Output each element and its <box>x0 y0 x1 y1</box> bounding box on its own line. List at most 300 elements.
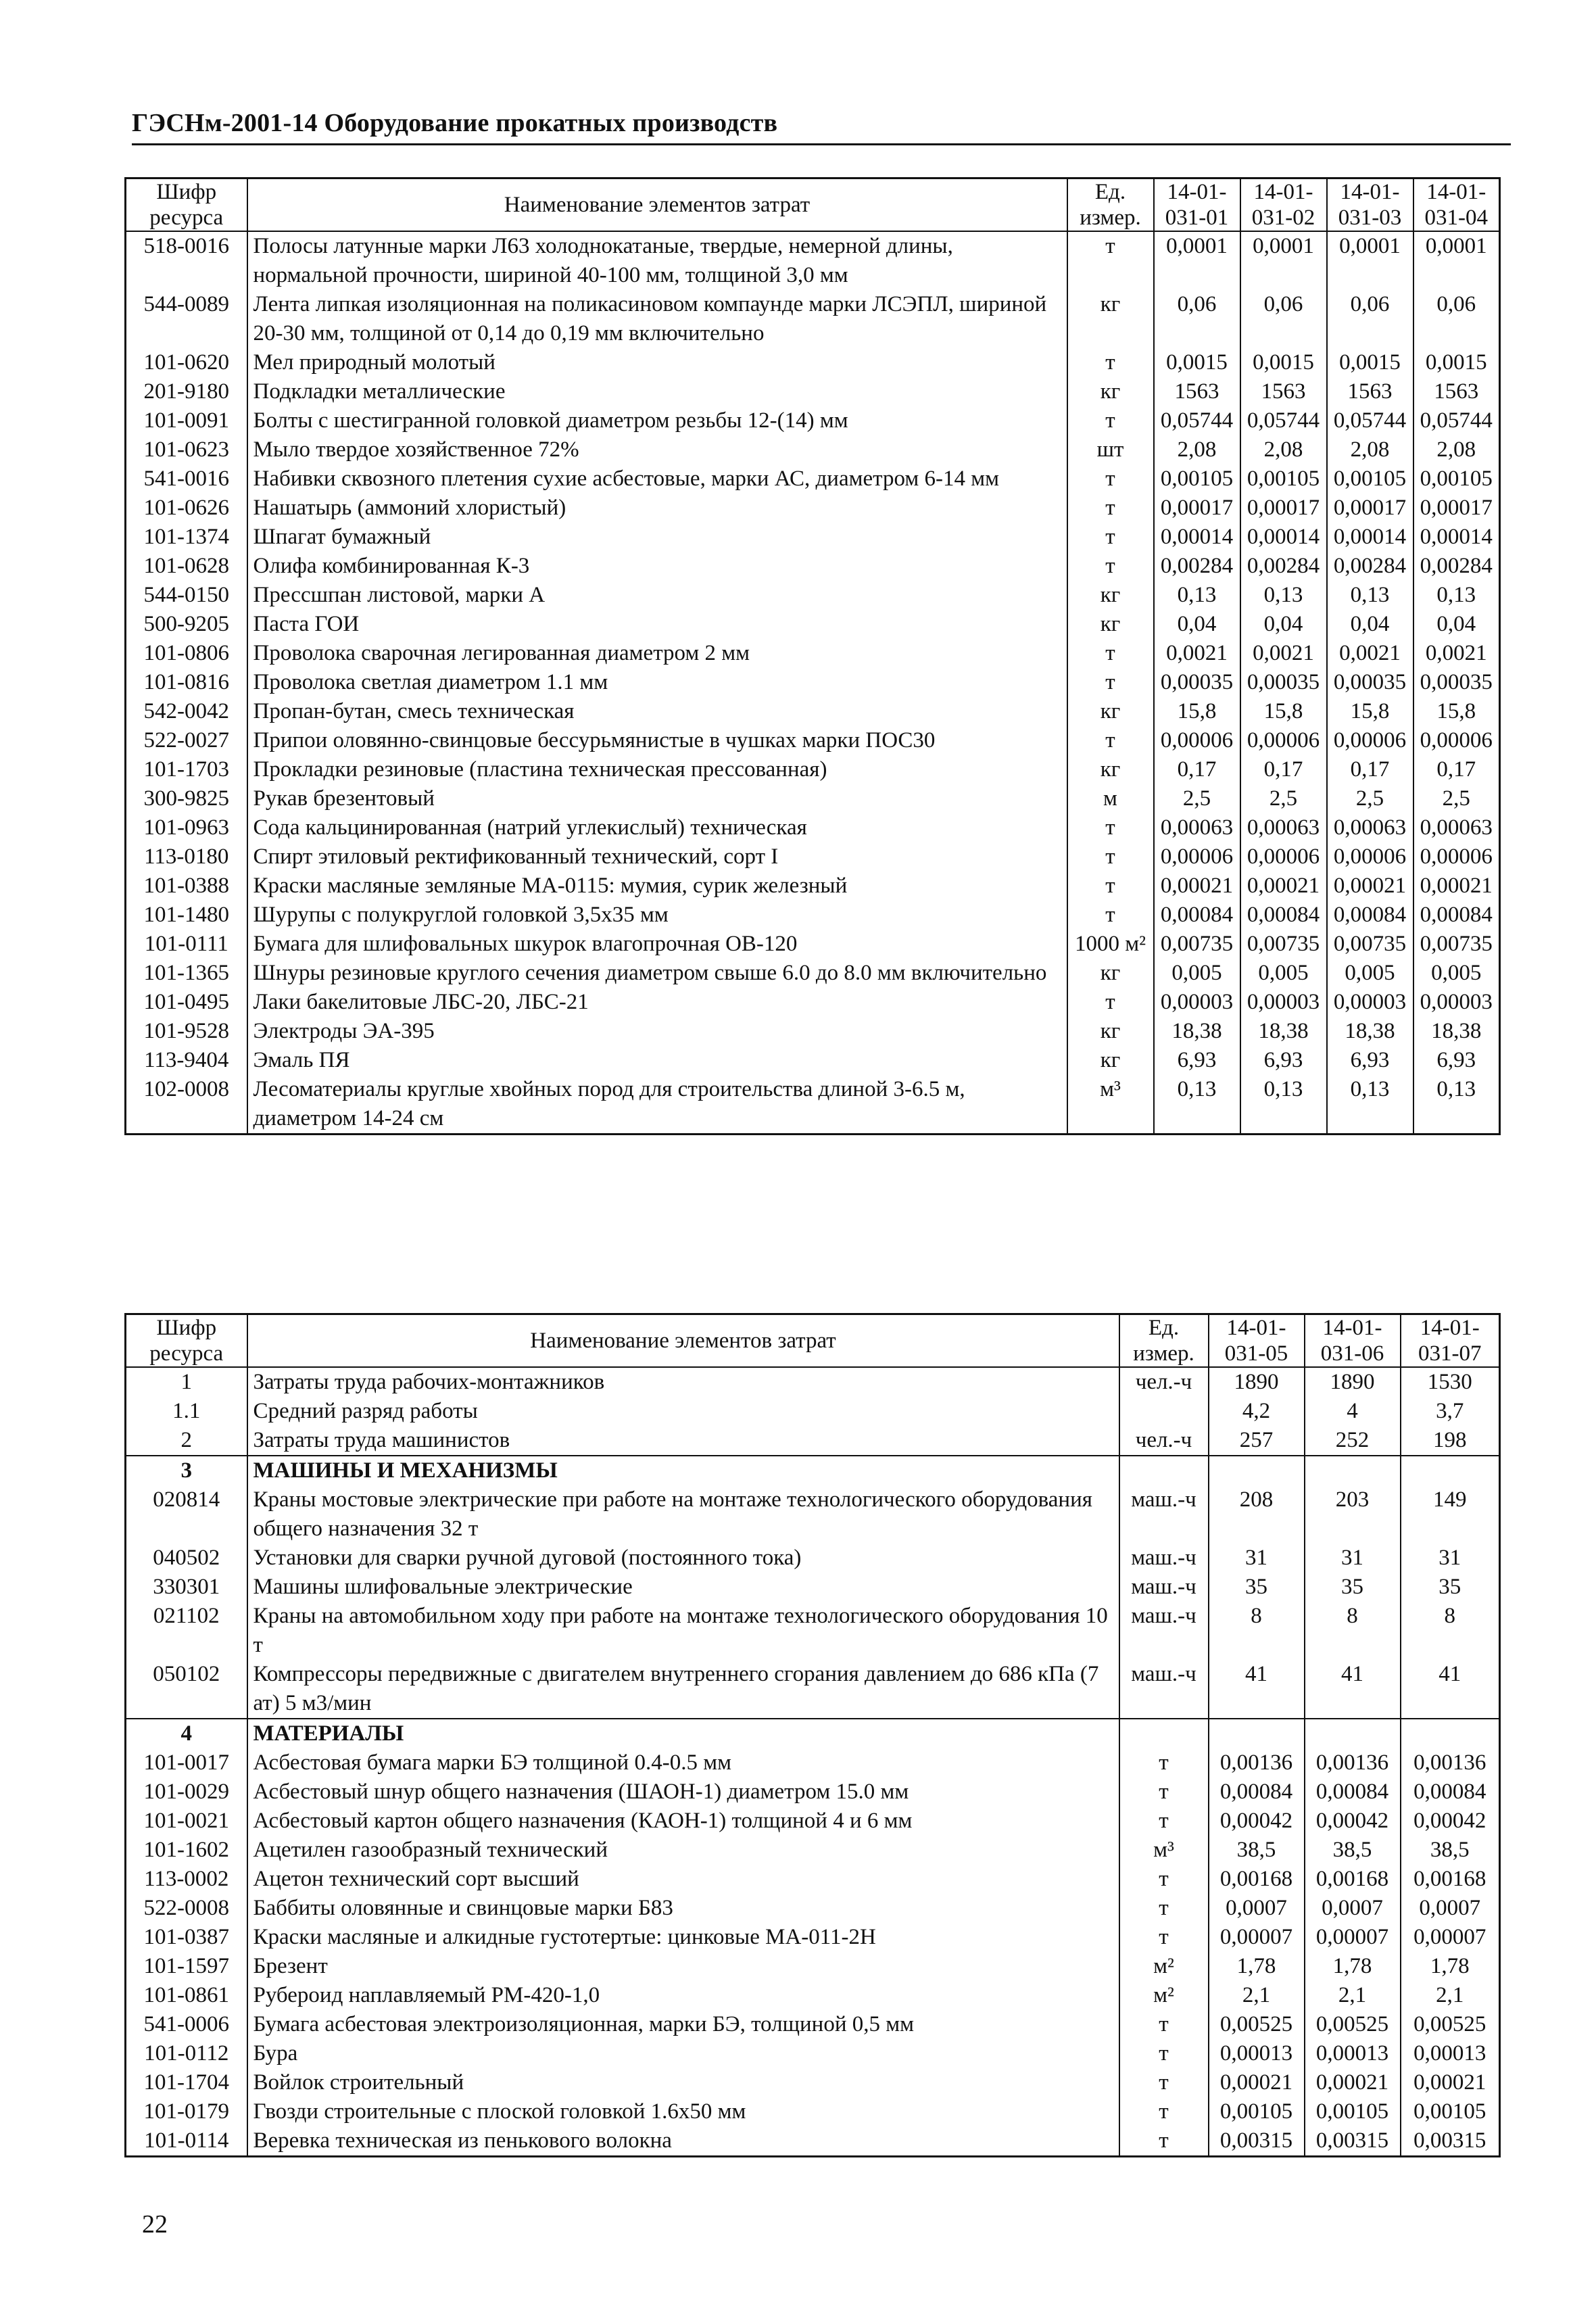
cell-value: 0,00003 <box>1154 988 1240 1017</box>
header-rule <box>132 143 1511 145</box>
cell-unit: т <box>1067 901 1154 930</box>
cell-value: 0,00284 <box>1240 552 1327 581</box>
cell-value: 1563 <box>1154 377 1240 406</box>
cell-code: 101-0861 <box>126 1981 247 2010</box>
table-row <box>126 231 1500 290</box>
header-name: Наименование элементов затрат <box>247 1314 1119 1368</box>
cell-value: 41 <box>1401 1660 1500 1719</box>
cell-unit: т <box>1119 2126 1209 2157</box>
cell-value: 2,5 <box>1154 784 1240 813</box>
cell-name: Машины шлифовальные электрические <box>247 1573 1119 1602</box>
cell-value: 0,00735 <box>1327 930 1413 959</box>
cell-code: 518-0016 <box>126 231 247 290</box>
cell-value: 0,00021 <box>1209 2068 1305 2097</box>
cell-value: 6,93 <box>1154 1046 1240 1075</box>
header-code: Шифр ресурса <box>126 178 247 232</box>
cell-code: 1 <box>126 1367 247 1397</box>
cell-name: Веревка техническая из пенькового волокна <box>247 2126 1119 2157</box>
cell-value: 0,00013 <box>1401 2039 1500 2068</box>
cell-value: 0,00006 <box>1154 842 1240 872</box>
cell-code: 4 <box>126 1719 247 1748</box>
cell-value: 6,93 <box>1413 1046 1500 1075</box>
cell-value: 0,00006 <box>1327 842 1413 872</box>
table-row <box>126 1981 1500 2010</box>
cell-value: 0,00063 <box>1327 813 1413 842</box>
cell-unit: т <box>1067 842 1154 872</box>
cell-value: 0,00006 <box>1240 842 1327 872</box>
cell-value: 0,0001 <box>1327 231 1413 290</box>
cell-value: 18,38 <box>1240 1017 1327 1046</box>
table-row <box>126 1836 1500 1865</box>
cell-value: 0,00042 <box>1305 1807 1401 1836</box>
header-col-031-03: 14-01- 031-03 <box>1327 178 1413 232</box>
header-col-031-01: 14-01- 031-01 <box>1154 178 1240 232</box>
cell-name: Асбестовый шнур общего назначения (ШАОН-1) диаметром 15.0 мм <box>247 1777 1119 1807</box>
cell-value: 0,00035 <box>1327 668 1413 697</box>
cell-value: 41 <box>1305 1660 1401 1719</box>
table-row <box>126 1777 1500 1807</box>
table-row <box>126 930 1500 959</box>
cell-name: Брезент <box>247 1952 1119 1981</box>
cell-value: 0,00003 <box>1327 988 1413 1017</box>
cell-code: 500-9205 <box>126 610 247 639</box>
cell-value: 0,00525 <box>1401 2010 1500 2039</box>
cell-value: 0,13 <box>1327 581 1413 610</box>
table-row <box>126 2097 1500 2126</box>
cell-value: 1563 <box>1240 377 1327 406</box>
cell-unit: т <box>1119 1807 1209 1836</box>
cell-code: 101-0388 <box>126 872 247 901</box>
cell-value: 0,00006 <box>1154 726 1240 755</box>
cell-code: 3 <box>126 1456 247 1485</box>
cell-value: 0,00735 <box>1154 930 1240 959</box>
cell-value: 0,0007 <box>1305 1894 1401 1923</box>
cell-unit: т <box>1067 464 1154 494</box>
cell-value: 0,05744 <box>1327 406 1413 435</box>
cell-unit: т <box>1119 1865 1209 1894</box>
cell-value: 6,93 <box>1240 1046 1327 1075</box>
cell-code: 101-9528 <box>126 1017 247 1046</box>
cell-value: 18,38 <box>1154 1017 1240 1046</box>
cell-code: 101-0112 <box>126 2039 247 2068</box>
header-unit: Ед. измер. <box>1119 1314 1209 1368</box>
cell-name: Лента липкая изоляционная на поликасиновом компаунде марки ЛСЭПЛ, шириной 20-30 мм, толщиной от 0,14 до 0,19 мм включительно <box>247 290 1067 348</box>
cell-name: Краски масляные земляные МА-0115: мумия, сурик железный <box>247 872 1067 901</box>
cell-name: Шнуры резиновые круглого сечения диаметром свыше 6.0 до 8.0 мм включительно <box>247 959 1067 988</box>
cell-name: Рукав брезентовый <box>247 784 1067 813</box>
cell-unit: т <box>1067 348 1154 377</box>
cell-value: 257 <box>1209 1426 1305 1456</box>
cell-unit: 1000 м² <box>1067 930 1154 959</box>
cell-value: 0,00105 <box>1154 464 1240 494</box>
table-row <box>126 842 1500 872</box>
cell-value: 2,08 <box>1327 435 1413 464</box>
cell-code: 101-0628 <box>126 552 247 581</box>
cell-name: Припои оловянно-свинцовые бессурьмянистые в чушках марки ПОС30 <box>247 726 1067 755</box>
cell-value: 0,00284 <box>1327 552 1413 581</box>
cell-value: 0,00315 <box>1401 2126 1500 2157</box>
cell-value <box>1401 1719 1500 1748</box>
cell-value <box>1209 1719 1305 1748</box>
cell-value: 0,13 <box>1413 581 1500 610</box>
cell-value: 0,0015 <box>1413 348 1500 377</box>
cell-unit: м² <box>1119 1981 1209 2010</box>
cell-value: 0,0007 <box>1209 1894 1305 1923</box>
cell-unit: м³ <box>1067 1075 1154 1135</box>
cell-code: 020814 <box>126 1485 247 1544</box>
cell-value: 0,00007 <box>1401 1923 1500 1952</box>
cell-value: 0,0021 <box>1154 639 1240 668</box>
cell-value: 1,78 <box>1305 1952 1401 1981</box>
cell-name: Подкладки металлические <box>247 377 1067 406</box>
cell-code: 101-0114 <box>126 2126 247 2157</box>
header-col-031-06: 14-01- 031-06 <box>1305 1314 1401 1368</box>
cell-value: 0,00084 <box>1209 1777 1305 1807</box>
cell-unit: кг <box>1067 755 1154 784</box>
cell-value: 8 <box>1209 1602 1305 1660</box>
cell-value: 0,00021 <box>1305 2068 1401 2097</box>
cell-value: 0,06 <box>1327 290 1413 348</box>
cell-value: 0,00042 <box>1401 1807 1500 1836</box>
cell-name: Прокладки резиновые (пластина техническая прессованная) <box>247 755 1067 784</box>
cell-name: Баббиты оловянные и свинцовые марки Б83 <box>247 1894 1119 1923</box>
cell-value: 0,00017 <box>1413 494 1500 523</box>
cell-value: 0,00136 <box>1401 1748 1500 1777</box>
cell-value: 0,06 <box>1413 290 1500 348</box>
cell-code: 101-1597 <box>126 1952 247 1981</box>
cell-unit: т <box>1119 2010 1209 2039</box>
cell-value: 0,17 <box>1413 755 1500 784</box>
cell-value: 35 <box>1209 1573 1305 1602</box>
cell-value: 35 <box>1305 1573 1401 1602</box>
cell-name: Ацетилен газообразный технический <box>247 1836 1119 1865</box>
cell-value: 252 <box>1305 1426 1401 1456</box>
cell-value: 0,00021 <box>1413 872 1500 901</box>
cell-value: 15,8 <box>1327 697 1413 726</box>
table-body-2 <box>126 1367 1500 2157</box>
cell-code: 101-0806 <box>126 639 247 668</box>
cell-unit: м <box>1067 784 1154 813</box>
cell-value: 0,00105 <box>1327 464 1413 494</box>
header-name: Наименование элементов затрат <box>247 178 1067 232</box>
table-row <box>126 1367 1500 1397</box>
cell-unit: чел.-ч <box>1119 1426 1209 1456</box>
page-header-title: ГЭСНм-2001-14 Оборудование прокатных производств <box>132 109 778 137</box>
cell-value: 0,13 <box>1413 1075 1500 1135</box>
cell-code: 1.1 <box>126 1397 247 1426</box>
cell-unit: м³ <box>1119 1836 1209 1865</box>
table-row <box>126 639 1500 668</box>
cell-code: 522-0027 <box>126 726 247 755</box>
cell-value: 1,78 <box>1401 1952 1500 1981</box>
cell-unit: маш.-ч <box>1119 1485 1209 1544</box>
cell-unit: т <box>1067 523 1154 552</box>
cell-code: 330301 <box>126 1573 247 1602</box>
cell-code: 101-0626 <box>126 494 247 523</box>
table-row <box>126 610 1500 639</box>
cell-unit: т <box>1119 1777 1209 1807</box>
header-unit: Ед. измер. <box>1067 178 1154 232</box>
cell-name: Болты с шестигранной головкой диаметром резьбы 12-(14) мм <box>247 406 1067 435</box>
cell-name: Рубероид наплавляемый РМ-420-1,0 <box>247 1981 1119 2010</box>
cell-code: 101-0816 <box>126 668 247 697</box>
cell-name: Войлок строительный <box>247 2068 1119 2097</box>
cell-code: 101-1602 <box>126 1836 247 1865</box>
cell-unit: т <box>1119 1923 1209 1952</box>
cell-unit <box>1119 1397 1209 1426</box>
cell-code: 201-9180 <box>126 377 247 406</box>
table-row <box>126 1046 1500 1075</box>
cell-code: 101-0021 <box>126 1807 247 1836</box>
table-row <box>126 290 1500 348</box>
cell-value: 0,13 <box>1154 1075 1240 1135</box>
cell-code: 101-1365 <box>126 959 247 988</box>
cell-name: Спирт этиловый ректификованный технический, сорт I <box>247 842 1067 872</box>
table-row <box>126 1602 1500 1660</box>
cell-name: Установки для сварки ручной дуговой (постоянного тока) <box>247 1544 1119 1573</box>
table-row <box>126 784 1500 813</box>
cell-unit: кг <box>1067 377 1154 406</box>
cell-value: 18,38 <box>1413 1017 1500 1046</box>
cell-code: 021102 <box>126 1602 247 1660</box>
table-row <box>126 813 1500 842</box>
cell-value: 1,78 <box>1209 1952 1305 1981</box>
cell-value: 31 <box>1401 1544 1500 1573</box>
cell-value: 0,00017 <box>1240 494 1327 523</box>
cell-unit: т <box>1119 1748 1209 1777</box>
table-row <box>126 1017 1500 1046</box>
cell-unit: т <box>1119 2097 1209 2126</box>
cell-code: 101-0387 <box>126 1923 247 1952</box>
table-row <box>126 348 1500 377</box>
section-row <box>126 1456 1500 1485</box>
cell-name: Электроды ЭА-395 <box>247 1017 1067 1046</box>
cell-value: 3,7 <box>1401 1397 1500 1426</box>
cell-unit: т <box>1119 1894 1209 1923</box>
cell-value: 2,08 <box>1240 435 1327 464</box>
cell-unit: маш.-ч <box>1119 1660 1209 1719</box>
cell-value: 0,00017 <box>1327 494 1413 523</box>
table-row <box>126 1807 1500 1836</box>
cell-code: 101-0017 <box>126 1748 247 1777</box>
cell-value: 0,00084 <box>1154 901 1240 930</box>
cell-value: 0,005 <box>1327 959 1413 988</box>
table-row <box>126 901 1500 930</box>
cell-unit: кг <box>1067 610 1154 639</box>
cell-value: 15,8 <box>1240 697 1327 726</box>
cell-value: 0,0015 <box>1327 348 1413 377</box>
cell-name: Сода кальцинированная (натрий углекислый) техническая <box>247 813 1067 842</box>
cell-unit: т <box>1067 813 1154 842</box>
cell-name: Лесоматериалы круглые хвойных пород для строительства длиной 3-6.5 м, диаметром 14-24 см <box>247 1075 1067 1135</box>
page-number: 22 <box>142 2210 168 2239</box>
cell-value: 1530 <box>1401 1367 1500 1397</box>
cell-name: Бумага асбестовая электроизоляционная, марки БЭ, толщиной 0,5 мм <box>247 2010 1119 2039</box>
cell-value: 0,00035 <box>1154 668 1240 697</box>
cell-value: 0,00084 <box>1305 1777 1401 1807</box>
cell-value: 0,00525 <box>1305 2010 1401 2039</box>
cell-value: 38,5 <box>1401 1836 1500 1865</box>
cell-value: 0,00063 <box>1240 813 1327 842</box>
cell-code: 542-0042 <box>126 697 247 726</box>
cell-code: 541-0016 <box>126 464 247 494</box>
table-row <box>126 2068 1500 2097</box>
cell-value: 0,17 <box>1327 755 1413 784</box>
cell-value: 0,00035 <box>1413 668 1500 697</box>
cell-value: 0,00315 <box>1305 2126 1401 2157</box>
cell-value: 2,08 <box>1413 435 1500 464</box>
table-row <box>126 581 1500 610</box>
cell-name: Полосы латунные марки Л63 холоднокатаные, твердые, немерной длины, нормальной прочности, шириной 40-100 мм, толщиной 3,0 мм <box>247 231 1067 290</box>
cell-value: 0,005 <box>1240 959 1327 988</box>
cell-unit: маш.-ч <box>1119 1602 1209 1660</box>
table-header-row <box>126 1314 1500 1368</box>
cell-value: 0,0015 <box>1240 348 1327 377</box>
cell-value <box>1305 1719 1401 1748</box>
cell-value: 15,8 <box>1413 697 1500 726</box>
cell-code: 113-0002 <box>126 1865 247 1894</box>
cell-value: 31 <box>1305 1544 1401 1573</box>
cell-unit <box>1119 1719 1209 1748</box>
cell-value: 6,93 <box>1327 1046 1413 1075</box>
cell-value: 0,04 <box>1413 610 1500 639</box>
table-row <box>126 1748 1500 1777</box>
cell-unit: т <box>1067 988 1154 1017</box>
cell-value: 0,00315 <box>1209 2126 1305 2157</box>
cell-unit: т <box>1119 2039 1209 2068</box>
cell-value: 1563 <box>1413 377 1500 406</box>
table-row <box>126 697 1500 726</box>
cell-value: 0,00006 <box>1413 726 1500 755</box>
cell-unit: т <box>1067 726 1154 755</box>
cell-value: 0,0001 <box>1240 231 1327 290</box>
cell-value: 8 <box>1401 1602 1500 1660</box>
table-row <box>126 1660 1500 1719</box>
cell-value: 0,04 <box>1154 610 1240 639</box>
cell-unit: т <box>1067 639 1154 668</box>
cell-code: 544-0089 <box>126 290 247 348</box>
cell-name: Олифа комбинированная К-3 <box>247 552 1067 581</box>
table-row <box>126 1865 1500 1894</box>
cell-value: 0,04 <box>1240 610 1327 639</box>
cell-name: Компрессоры передвижные с двигателем внутреннего сгорания давлением до 686 кПа (7 ат) 5 м3/мин <box>247 1660 1119 1719</box>
cell-name: МАТЕРИАЛЫ <box>247 1719 1119 1748</box>
cell-name: Шпагат бумажный <box>247 523 1067 552</box>
cell-unit: м² <box>1119 1952 1209 1981</box>
cell-name: Набивки сквозного плетения сухие асбестовые, марки АС, диаметром 6-14 мм <box>247 464 1067 494</box>
cell-value: 0,13 <box>1327 1075 1413 1135</box>
cell-value: 0,00014 <box>1154 523 1240 552</box>
cell-value: 0,04 <box>1327 610 1413 639</box>
cell-name: Асбестовый картон общего назначения (КАОН-1) толщиной 4 и 6 мм <box>247 1807 1119 1836</box>
cell-name: Бумага для шлифовальных шкурок влагопрочная ОВ-120 <box>247 930 1067 959</box>
cell-name: Краны мостовые электрические при работе на монтаже технологического оборудования общего назначения 32 т <box>247 1485 1119 1544</box>
table-row <box>126 726 1500 755</box>
cell-unit: чел.-ч <box>1119 1367 1209 1397</box>
cell-code: 544-0150 <box>126 581 247 610</box>
cell-name: Нашатырь (аммоний хлористый) <box>247 494 1067 523</box>
cell-value: 0,00105 <box>1209 2097 1305 2126</box>
cell-value: 31 <box>1209 1544 1305 1573</box>
cell-value: 0,00084 <box>1327 901 1413 930</box>
cell-value: 0,0001 <box>1154 231 1240 290</box>
cell-name: Краски масляные и алкидные густотертые: цинковые МА-011-2Н <box>247 1923 1119 1952</box>
cell-value: 38,5 <box>1305 1836 1401 1865</box>
cell-value: 0,00284 <box>1154 552 1240 581</box>
table-row <box>126 1397 1500 1426</box>
cell-value: 0,00105 <box>1305 2097 1401 2126</box>
table-body-1 <box>126 231 1500 1135</box>
cell-value: 0,17 <box>1154 755 1240 784</box>
section-row <box>126 1719 1500 1748</box>
resource-table-1 <box>124 177 1501 1135</box>
cell-code: 101-0179 <box>126 2097 247 2126</box>
table-row <box>126 2010 1500 2039</box>
cell-unit: маш.-ч <box>1119 1573 1209 1602</box>
cell-unit: кг <box>1067 581 1154 610</box>
cell-name: Проволока сварочная легированная диаметром 2 мм <box>247 639 1067 668</box>
table-row <box>126 464 1500 494</box>
cell-unit: кг <box>1067 697 1154 726</box>
table-row <box>126 1573 1500 1602</box>
cell-value: 0,00063 <box>1154 813 1240 842</box>
table-row <box>126 1894 1500 1923</box>
cell-code: 101-0029 <box>126 1777 247 1807</box>
cell-value: 203 <box>1305 1485 1401 1544</box>
cell-value: 0,00136 <box>1209 1748 1305 1777</box>
cell-unit: кг <box>1067 1017 1154 1046</box>
cell-code: 113-9404 <box>126 1046 247 1075</box>
cell-name: Затраты труда машинистов <box>247 1426 1119 1456</box>
cell-value: 0,005 <box>1154 959 1240 988</box>
cell-name: Мел природный молотый <box>247 348 1067 377</box>
table-row <box>126 1952 1500 1981</box>
cell-code: 101-0495 <box>126 988 247 1017</box>
table-row <box>126 523 1500 552</box>
cell-value: 0,00105 <box>1240 464 1327 494</box>
cell-code: 101-0091 <box>126 406 247 435</box>
cell-value: 0,00084 <box>1401 1777 1500 1807</box>
cell-value: 0,00006 <box>1413 842 1500 872</box>
cell-value: 2,5 <box>1413 784 1500 813</box>
cell-value: 0,00735 <box>1240 930 1327 959</box>
cell-value: 0,0007 <box>1401 1894 1500 1923</box>
table-row <box>126 494 1500 523</box>
cell-code: 522-0008 <box>126 1894 247 1923</box>
table-row <box>126 2126 1500 2157</box>
cell-value: 0,13 <box>1240 581 1327 610</box>
cell-unit: маш.-ч <box>1119 1544 1209 1573</box>
cell-value: 0,00284 <box>1413 552 1500 581</box>
cell-value: 0,00105 <box>1401 2097 1500 2126</box>
cell-value: 0,0021 <box>1327 639 1413 668</box>
cell-value: 0,05744 <box>1413 406 1500 435</box>
header-col-031-04: 14-01- 031-04 <box>1413 178 1500 232</box>
cell-code: 101-1480 <box>126 901 247 930</box>
table-row <box>126 552 1500 581</box>
cell-value: 0,13 <box>1154 581 1240 610</box>
cell-value: 0,0001 <box>1413 231 1500 290</box>
table-row <box>126 1075 1500 1135</box>
cell-unit: т <box>1067 668 1154 697</box>
cell-value: 0,00136 <box>1305 1748 1401 1777</box>
cell-value: 0,00013 <box>1209 2039 1305 2068</box>
cell-value: 18,38 <box>1327 1017 1413 1046</box>
cell-value <box>1209 1456 1305 1485</box>
table-row <box>126 1923 1500 1952</box>
cell-code: 101-0111 <box>126 930 247 959</box>
cell-unit: т <box>1067 872 1154 901</box>
